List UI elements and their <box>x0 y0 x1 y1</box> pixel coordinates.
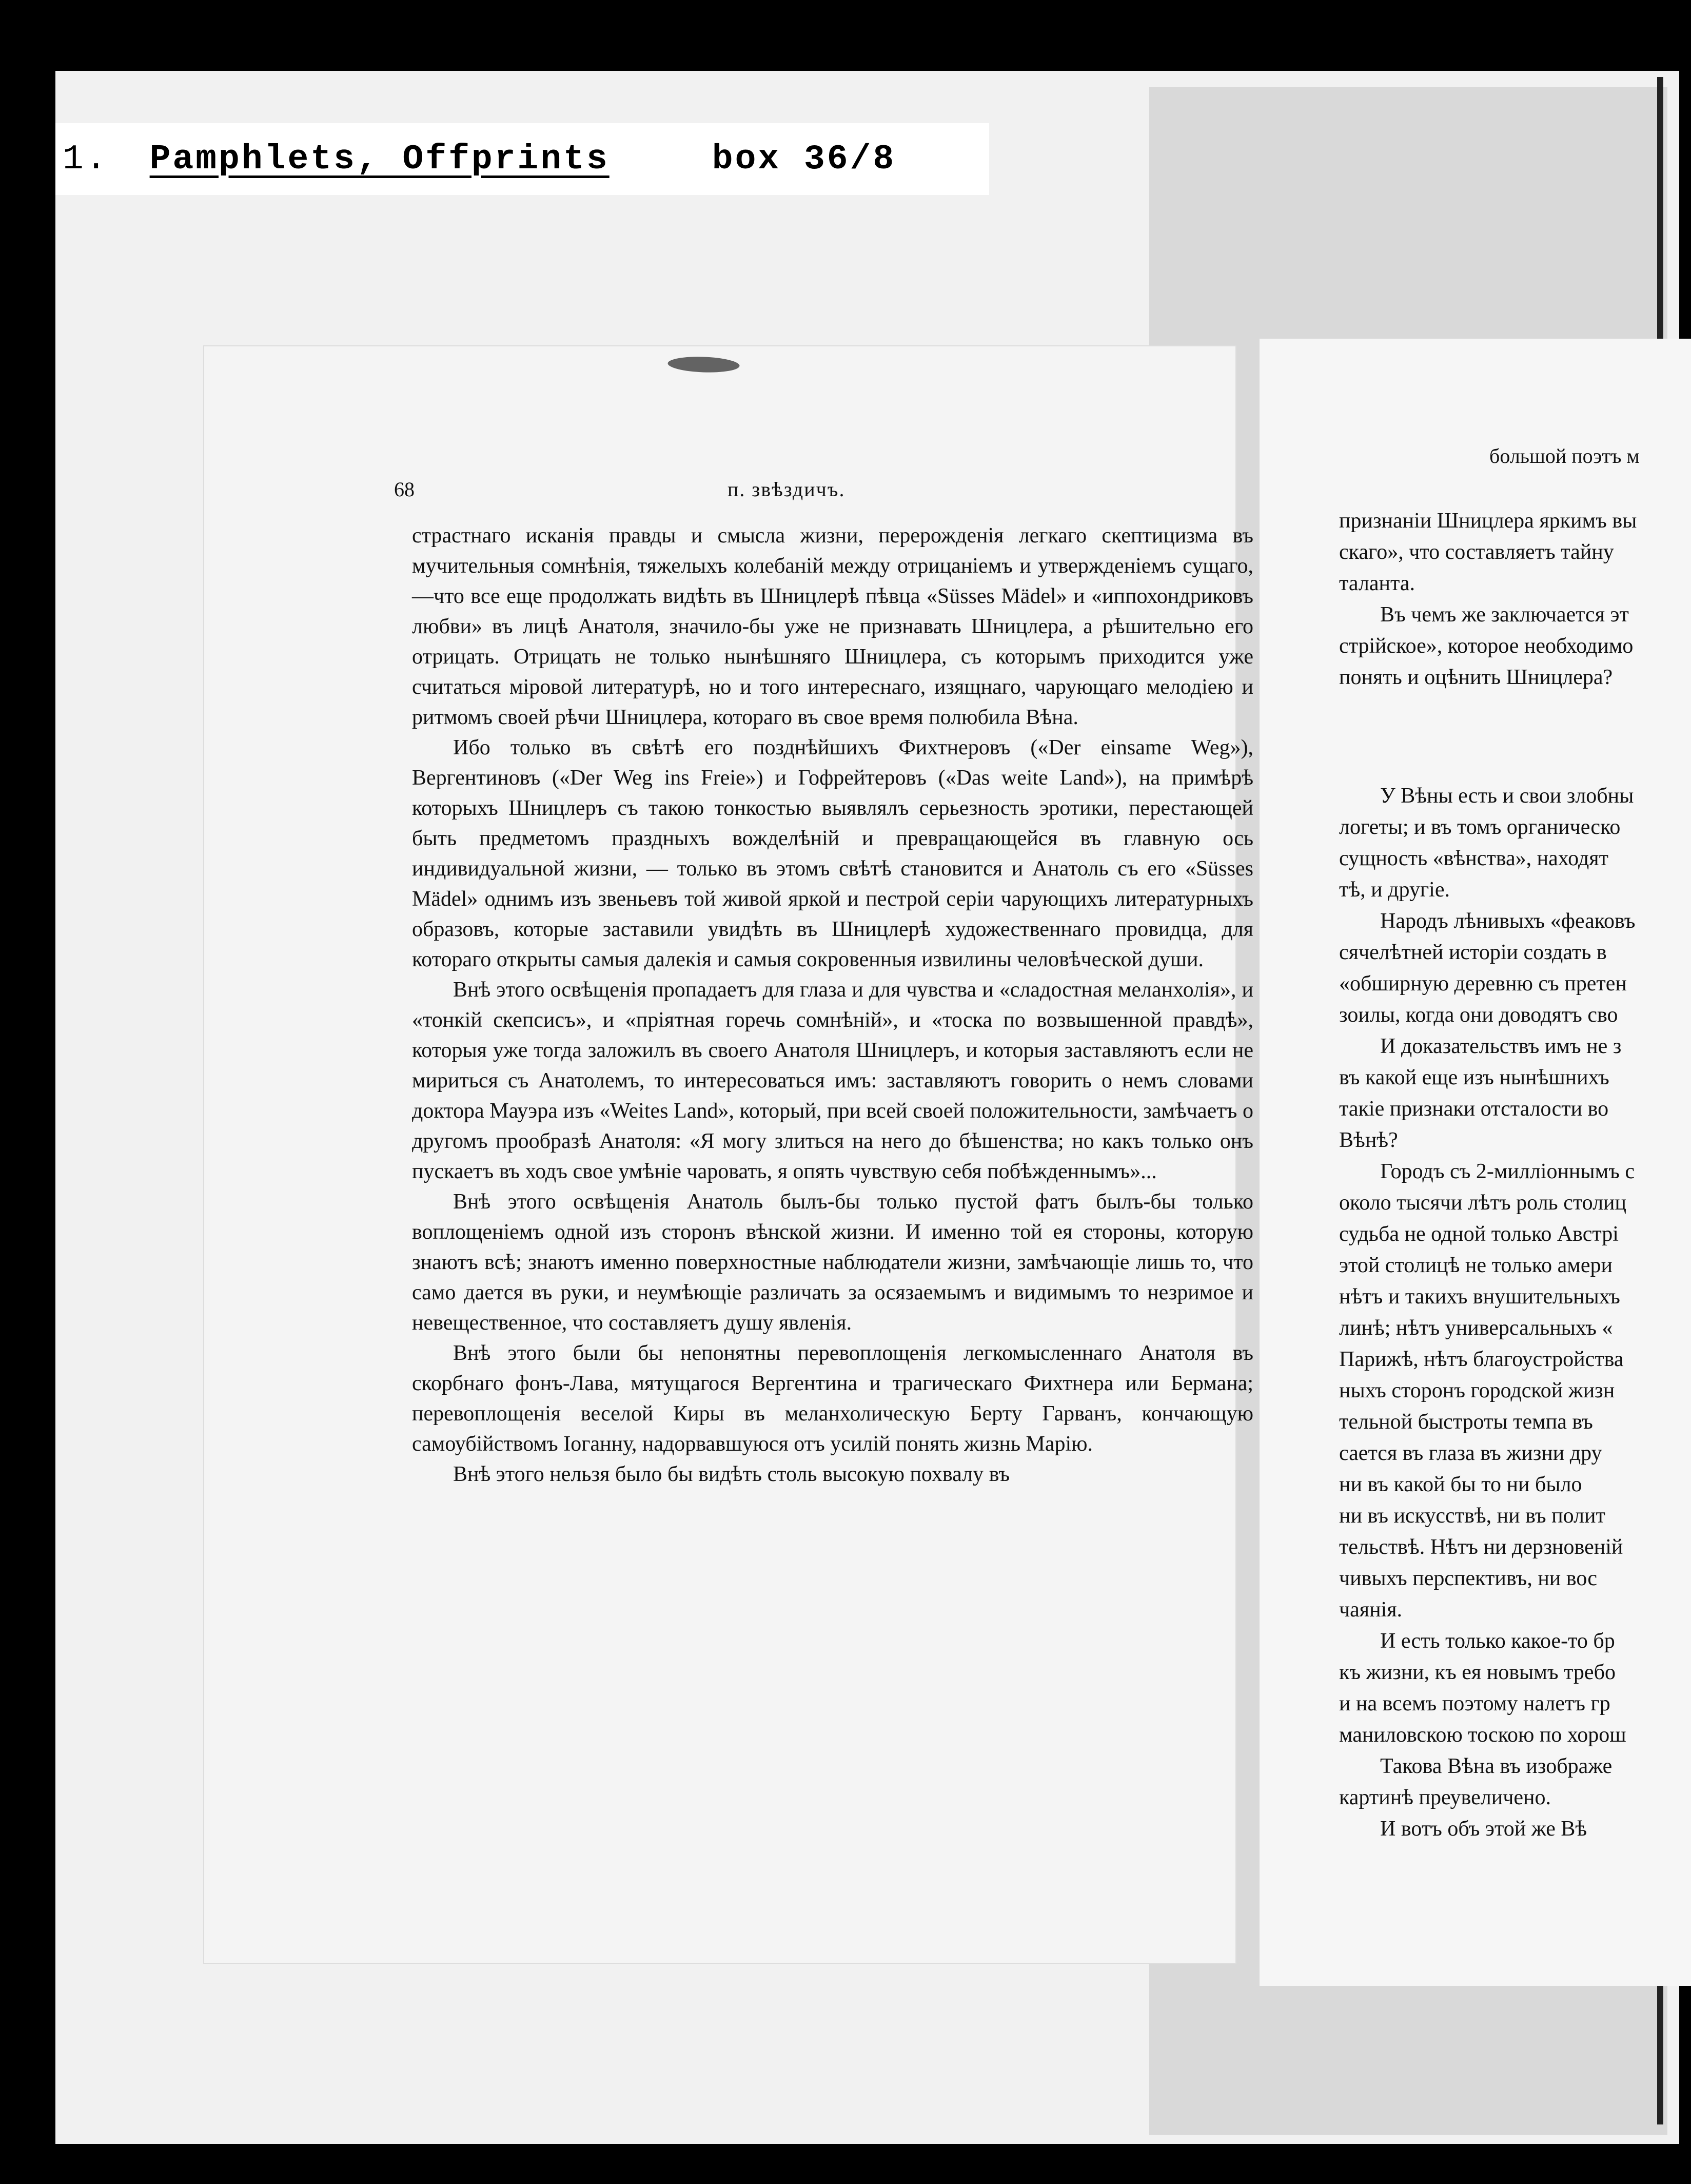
text-line: ныхъ сторонъ городской жизн <box>1339 1379 1615 1402</box>
paragraph: Внѣ этого были бы непонятны перевоплощенія легкомысленнаго Анатоля въ скорбнаго фонъ-Лава, мятущагося Вергентина и трагическаго Фихтнера или Бермана; перевоплощенія веселой Киры въ меланхолическую Берту Гарванъ, кончающую самоубійствомъ Іоганну, надорвавшуюся отъ усилій понять жизнь Марію. <box>412 1341 1253 1456</box>
text-line: линѣ; нѣтъ универсальныхъ « <box>1339 1316 1613 1340</box>
right-running-head: большой поэтъ м <box>1489 444 1640 467</box>
text-line: около тысячи лѣтъ роль столиц <box>1339 1191 1627 1215</box>
text-line: сячелѣтней исторіи создать в <box>1339 941 1607 964</box>
paragraph: Внѣ этого освѣщенія Анатоль былъ-бы только пустой фатъ былъ-бы только воплощеніемъ одной изъ сторонъ вѣнской жизни. И именно той ея стороны, которую знаютъ всѣ; знаютъ именно поверхностные наблюдатели жизни, замѣчающіе лишь то, что само дается въ руки, и неумѣющіе различать за осязаемымъ и видимымъ то незримое и невещественное, что составляетъ душу явленія. <box>412 1190 1253 1335</box>
text-line: логеты; и въ томъ органическо <box>1339 815 1621 839</box>
left-page <box>204 346 1253 1963</box>
text-line: Городъ съ 2-милліоннымъ с <box>1380 1160 1635 1183</box>
text-line: таланта. <box>1339 572 1415 595</box>
text-line: судьба не одной только Австрі <box>1339 1222 1619 1246</box>
text-line: Парижѣ, нѣтъ благоустройства <box>1339 1348 1624 1371</box>
text-line: Народъ лѣнивыхъ «феаковъ <box>1380 909 1636 933</box>
paragraph: Внѣ этого нельзя было бы видѣть столь высокую похвалу въ <box>453 1463 1010 1486</box>
paragraph: Ибо только въ свѣтѣ его позднѣйшихъ Фихтнеровъ («Der einsame Weg»), Вергентиновъ («Der Weg ins Freie») и Гофрейтеровъ («Das weite Land»), на примѣрѣ которыхъ Шницлеръ съ такою тонкостью выявлялъ серьезность эротики, перестающей быть предметомъ праздныхъ вожделѣній и превращающейся въ главную ось индивидуальной жизни, — только въ этомъ свѣтѣ становится и Анатоль съ его «Süsses Mädel» однимъ изъ звеньевъ той живой яркой и пестрой серіи чарующихъ литературныхъ образовъ, которые заставили увидѣть въ Шницлерѣ художественнаго провидца, для котораго открыты самыя далекія и самыя сокровенныя извилины человѣческой души. <box>412 736 1253 971</box>
text-line: тѣ, и другіе. <box>1339 878 1450 902</box>
text-line: этой столицѣ не только амери <box>1339 1254 1613 1277</box>
archive-label <box>55 123 989 195</box>
text-line: зоилы, когда они доводятъ сво <box>1339 1003 1618 1027</box>
running-head: п. звѣздичъ. <box>727 478 845 501</box>
text-line: тельной быстроты темпа въ <box>1339 1410 1593 1434</box>
text-line: картинѣ преувеличено. <box>1339 1786 1551 1809</box>
text-line: понять и оцѣнить Шницлера? <box>1339 666 1613 689</box>
text-line: чаянія. <box>1339 1598 1403 1622</box>
text-line: нѣтъ и такихъ внушительныхъ <box>1339 1285 1620 1309</box>
text-line: чивыхъ перспективъ, ни вос <box>1339 1567 1598 1590</box>
label-box: box 36/8 <box>712 139 896 179</box>
left-page-header <box>394 477 1369 518</box>
text-line: маниловскою тоскою по хорош <box>1339 1723 1626 1747</box>
text-line: У Вѣны есть и свои злобны <box>1380 784 1634 808</box>
text-line: сается въ глаза въ жизни дру <box>1339 1441 1602 1465</box>
text-line: такіе признаки отсталости во <box>1339 1097 1609 1121</box>
text-line: И есть только какое-то бр <box>1380 1629 1615 1653</box>
text-line: скаго», что составляетъ тайну <box>1339 540 1614 564</box>
text-line: И вотъ объ этой же Вѣ <box>1380 1817 1587 1841</box>
left-page-body <box>412 521 1253 1490</box>
text-line: И доказательствъ имъ не з <box>1380 1035 1622 1058</box>
text-line: въ какой еще изъ нынѣшнихъ <box>1339 1066 1609 1089</box>
text-line: и на всемъ поэтому налетъ гр <box>1339 1692 1610 1715</box>
label-number: 1. <box>63 139 109 179</box>
text-line: стрійское», которое необходимо <box>1339 634 1634 658</box>
paragraph: Внѣ этого освѣщенія пропадаетъ для глаза и для чувства и «сладостная меланхолія», и «тонкій скепсисъ», и «пріятная горечь сомнѣній», и «тоска по возвышенной правдѣ», которыя уже тогда заложилъ въ своего Анатоля Шницлеръ, и которыя заставляютъ если не мириться съ Анатолемъ, то интересоваться имъ: заставляютъ говорить о немъ словами доктора Мауэра изъ «Weites Land», который, при всей своей положительности, замѣчаетъ о другомъ прообразѣ Анатоля: «Я могу злиться на него до бѣшенства; но какъ только онъ пускаетъ въ ходъ свое умѣніе чаровать, я опять чувствую себя побѣжденнымъ»... <box>412 978 1253 1183</box>
label-title: Pamphlets, Offprints <box>149 139 609 179</box>
text-line: къ жизни, къ ея новымъ требо <box>1339 1661 1616 1684</box>
text-line: тельствѣ. Нѣтъ ни дерзновеній <box>1339 1535 1623 1559</box>
text-line: «обширную деревню съ претен <box>1339 972 1627 996</box>
right-page-body <box>1339 505 1691 1845</box>
page-number: 68 <box>394 478 415 501</box>
text-line: Вѣнѣ? <box>1339 1128 1398 1152</box>
text-line: признаніи Шницлера яркимъ вы <box>1339 509 1637 533</box>
text-line: ни въ искусствѣ, ни въ полит <box>1339 1504 1605 1528</box>
text-line: сущность «вѣнства», находят <box>1339 847 1608 870</box>
text-line: Такова Вѣна въ изображе <box>1380 1754 1613 1778</box>
right-page <box>1260 339 1691 1986</box>
text-line: ни въ какой бы то ни было <box>1339 1473 1582 1496</box>
text-line: Въ чемъ же заключается эт <box>1380 603 1629 627</box>
paragraph: страстнаго исканія правды и смысла жизни, перерожденія легкаго скептицизма въ мучительныя сомнѣнія, тяжелыхъ колебаній между отрицаніемъ и утвержденіемъ сущаго, —что все еще продолжать видѣть въ Шницлерѣ пѣвца «Süsses Mädel» и «иппохондриковъ любви» въ лицѣ Анатоля, значило-бы уже не признавать Шницлера, а рѣшительно его отрицать. Отрицать не только нынѣшняго Шницлера, съ которымъ приходится уже считаться міровой литературѣ, но и того интереснаго, изящнаго, чарующаго мелодіею и ритмомъ своей рѣчи Шницлера, котораго въ свое время полюбила Вѣна. <box>412 524 1253 729</box>
